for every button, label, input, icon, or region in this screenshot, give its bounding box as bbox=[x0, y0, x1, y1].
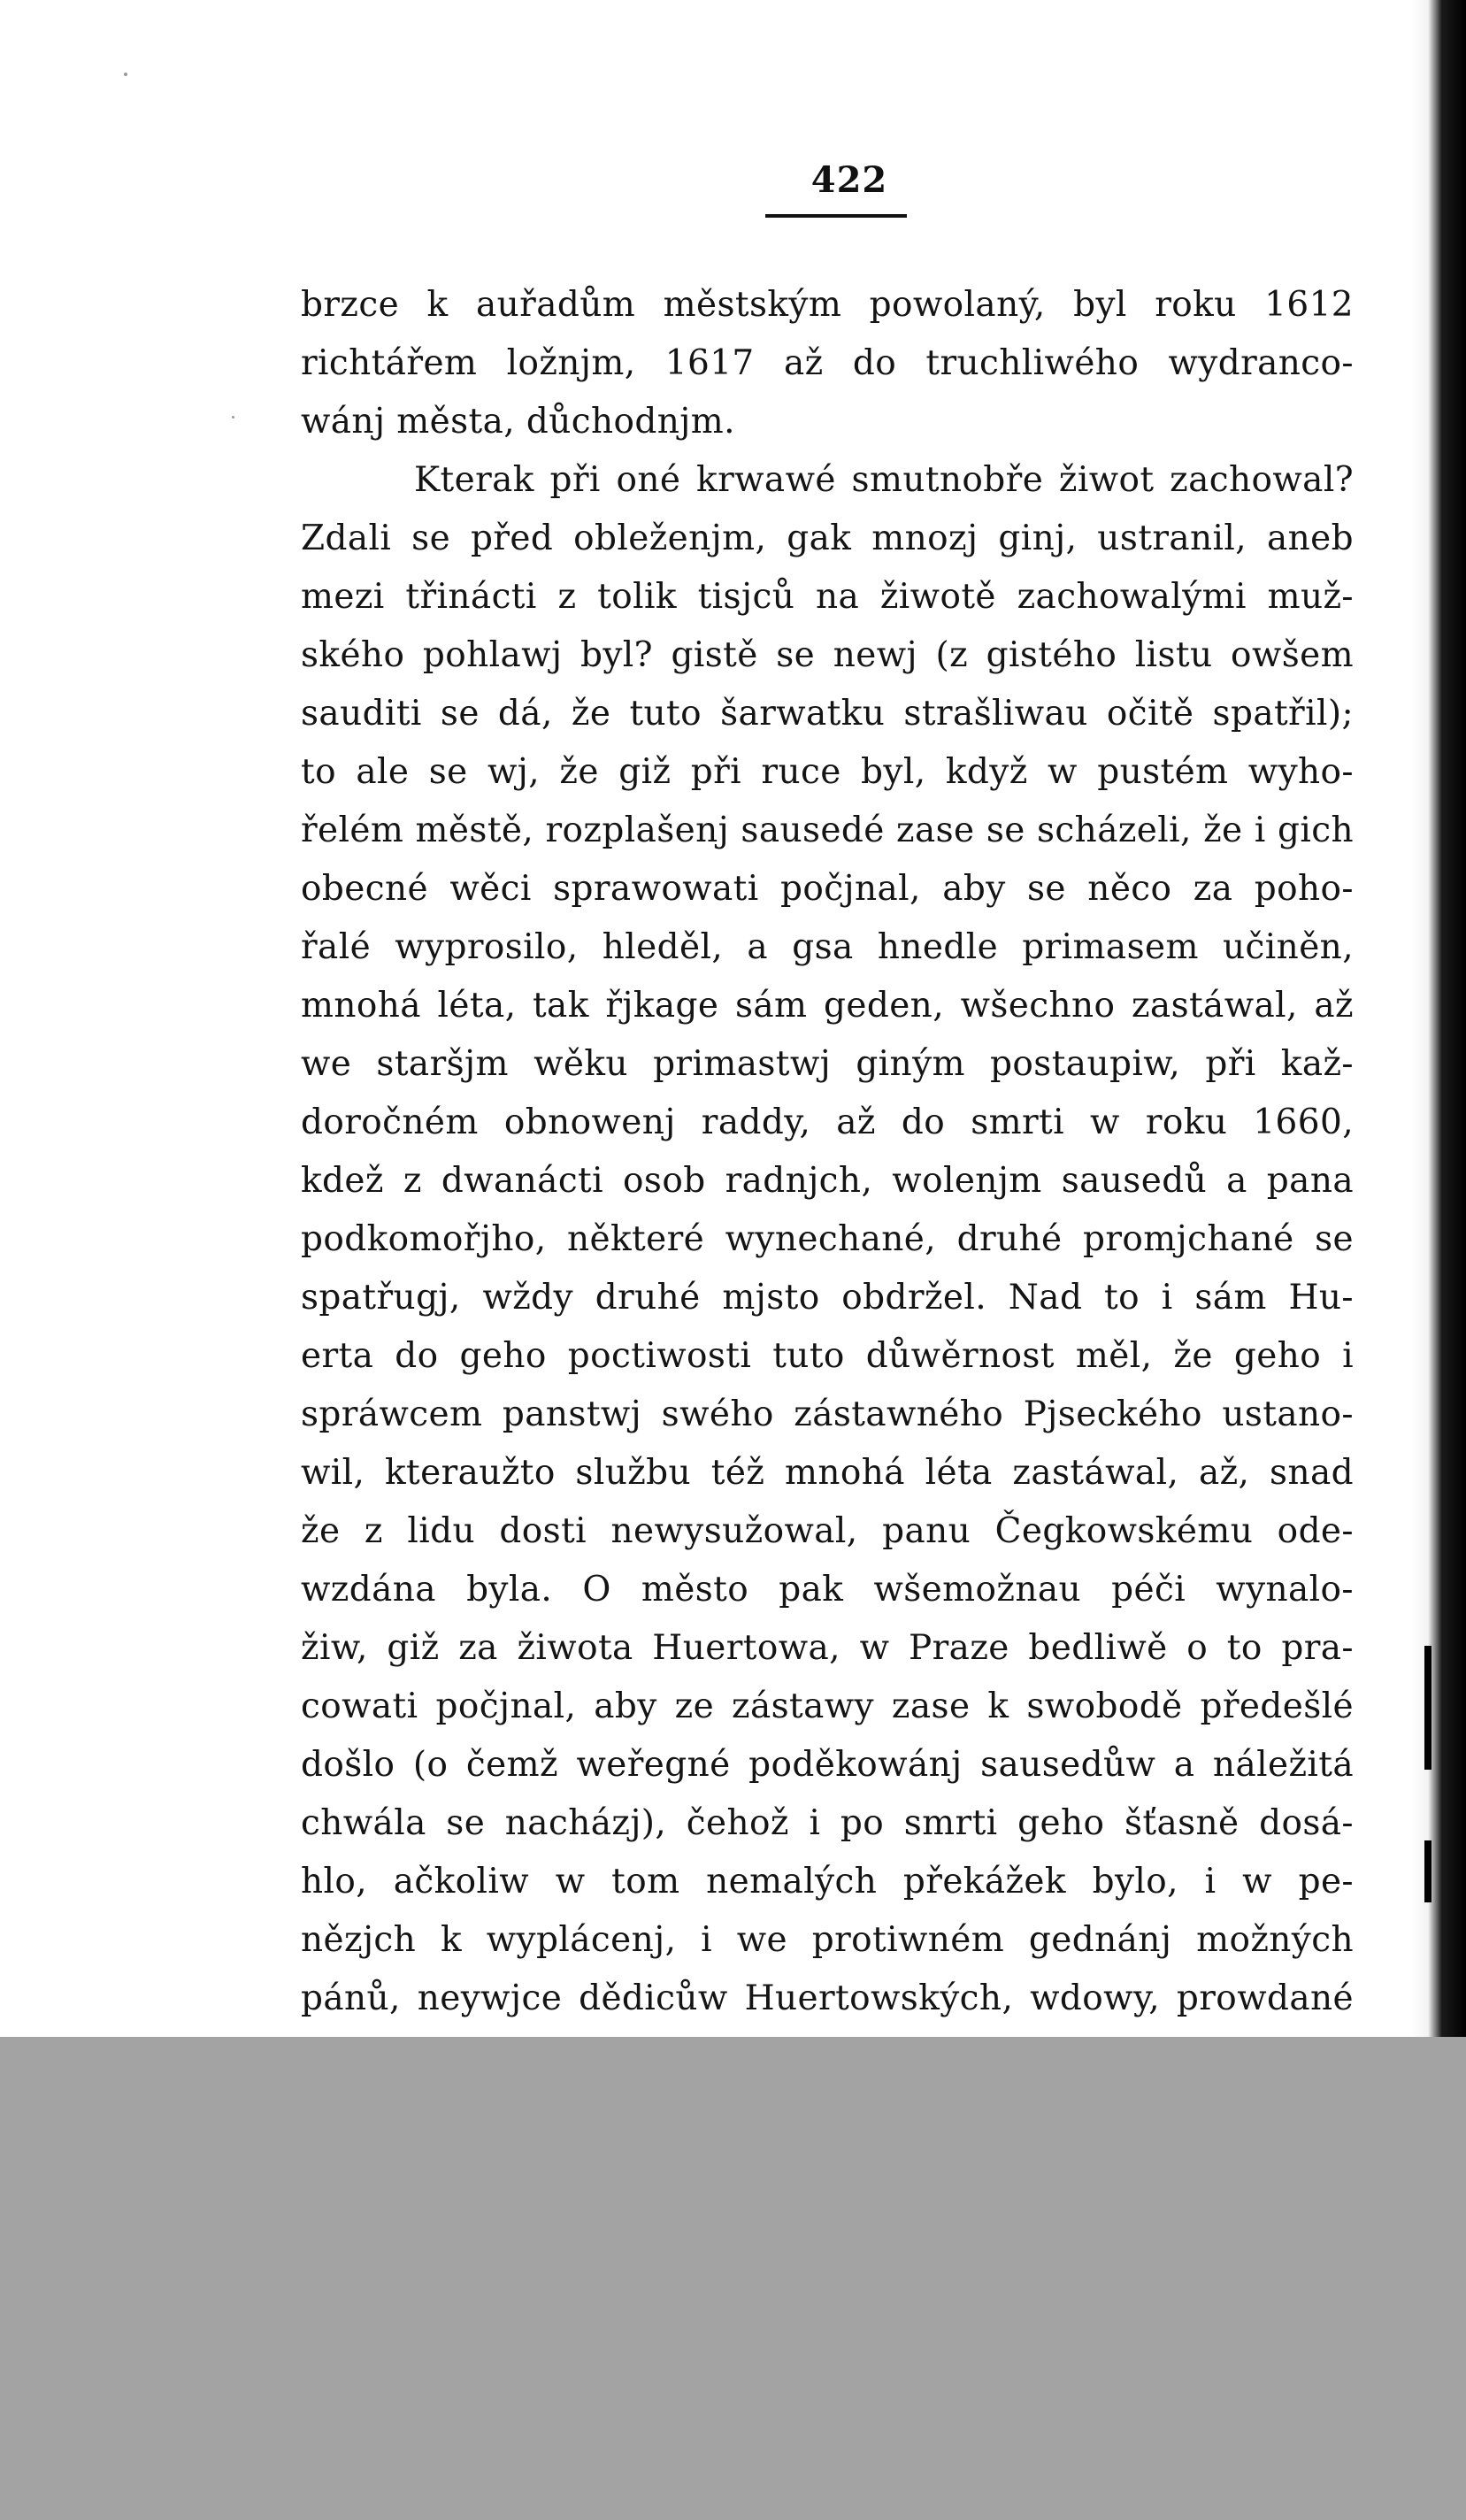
text-line: kdež z dwanácti osob radnjch, wolenjm sausedů a pana bbox=[301, 1161, 1354, 1201]
text-line: podkomořjho, některé wynechané, druhé promjchané se bbox=[301, 1219, 1354, 1259]
text-line: sauditi se dá, že tuto šarwatku strašliwau očitě spatřil); bbox=[301, 694, 1354, 734]
text-line: doročném obnowenj raddy, až do smrti w roku 1660, bbox=[301, 1102, 1354, 1142]
text-line: žiw, giž za žiwota Huertowa, w Praze bedliwě o to pra- bbox=[301, 1628, 1354, 1668]
page-number-rule bbox=[765, 214, 907, 218]
text-line: hlo, ačkoliw w tom nemalých překážek bylo, i w pe- bbox=[301, 1862, 1354, 1902]
text-line: wil, kteraužto službu též mnohá léta zastáwal, až, snad bbox=[301, 1453, 1354, 1493]
text-line: došlo (o čemž weřegné poděkowánj sausedůw a náležitá bbox=[301, 1745, 1354, 1785]
text-line: we staršjm wěku primastwj giným postaupiw, při kaž- bbox=[301, 1044, 1354, 1084]
text-line: to ale se wj, že giž při ruce byl, když w pustém wyho- bbox=[301, 752, 1354, 792]
body-text bbox=[301, 276, 1354, 2145]
binding-shadow-edge bbox=[1412, 0, 1466, 2037]
text-line: brzce k auřadům městským powolaný, byl roku 1612 bbox=[301, 285, 1354, 325]
text-line: spatřugj, wždy druhé mjsto obdržel. Nad to i sám Hu- bbox=[301, 1278, 1354, 1318]
text-line: řelém městě, rozplašenj sausedé zase se scházeli, že i gich bbox=[301, 811, 1354, 850]
text-line: wzdána byla. O město pak wšemožnau péči wynalo- bbox=[301, 1570, 1354, 1610]
dust-speck bbox=[232, 416, 234, 419]
binding-notch bbox=[1424, 1840, 1431, 1902]
text-line: Kterak při oné krwawé smutnobře žiwot zachowal? bbox=[414, 460, 1354, 500]
text-line: wánj města, důchodnjm. bbox=[301, 402, 735, 442]
text-line: řalé wyprosilo, hleděl, a gsa hnedle primasem učiněn, bbox=[301, 927, 1354, 967]
scanner-background-band bbox=[0, 2037, 1466, 2520]
text-line: richtářem ložnjm, 1617 až do truchliwého wydranco- bbox=[301, 343, 1354, 383]
text-line: erta do geho poctiwosti tuto důwěrnost měl, že geho i bbox=[301, 1336, 1354, 1376]
text-line: pánů, neywjce dědicůw Huertowských, wdowy, prowdané bbox=[301, 1978, 1354, 2018]
text-line: cowati počjnal, aby ze zástawy zase k swobodě předešlé bbox=[301, 1686, 1354, 1726]
binding-notch bbox=[1424, 1646, 1431, 1770]
page-number: 422 bbox=[810, 159, 888, 201]
text-line: že z lidu dosti newysužowal, panu Čegkowskému ode- bbox=[301, 1511, 1354, 1551]
text-line: ského pohlawj byl? gistě se newj (z gistého listu owšem bbox=[301, 635, 1354, 675]
text-line: mezi třinácti z tolik tisjců na žiwotě zachowalými muž- bbox=[301, 577, 1354, 617]
dust-speck bbox=[124, 73, 127, 76]
text-line: mnohá léta, tak řjkage sám geden, wšechno zastáwal, až bbox=[301, 986, 1354, 1026]
text-line: Zdali se před obleženjm, gak mnozj ginj, ustranil, aneb bbox=[301, 519, 1354, 558]
text-line: obecné wěci sprawowati počjnal, aby se něco za poho- bbox=[301, 869, 1354, 909]
text-line: spráwcem panstwj swého zástawného Pjseckého ustano- bbox=[301, 1394, 1354, 1434]
text-line: nězjch k wyplácenj, i we protiwném gednánj možných bbox=[301, 1920, 1354, 1960]
text-line: chwála se nacházj), čehož i po smrti geho šťasně dosá- bbox=[301, 1803, 1354, 1843]
